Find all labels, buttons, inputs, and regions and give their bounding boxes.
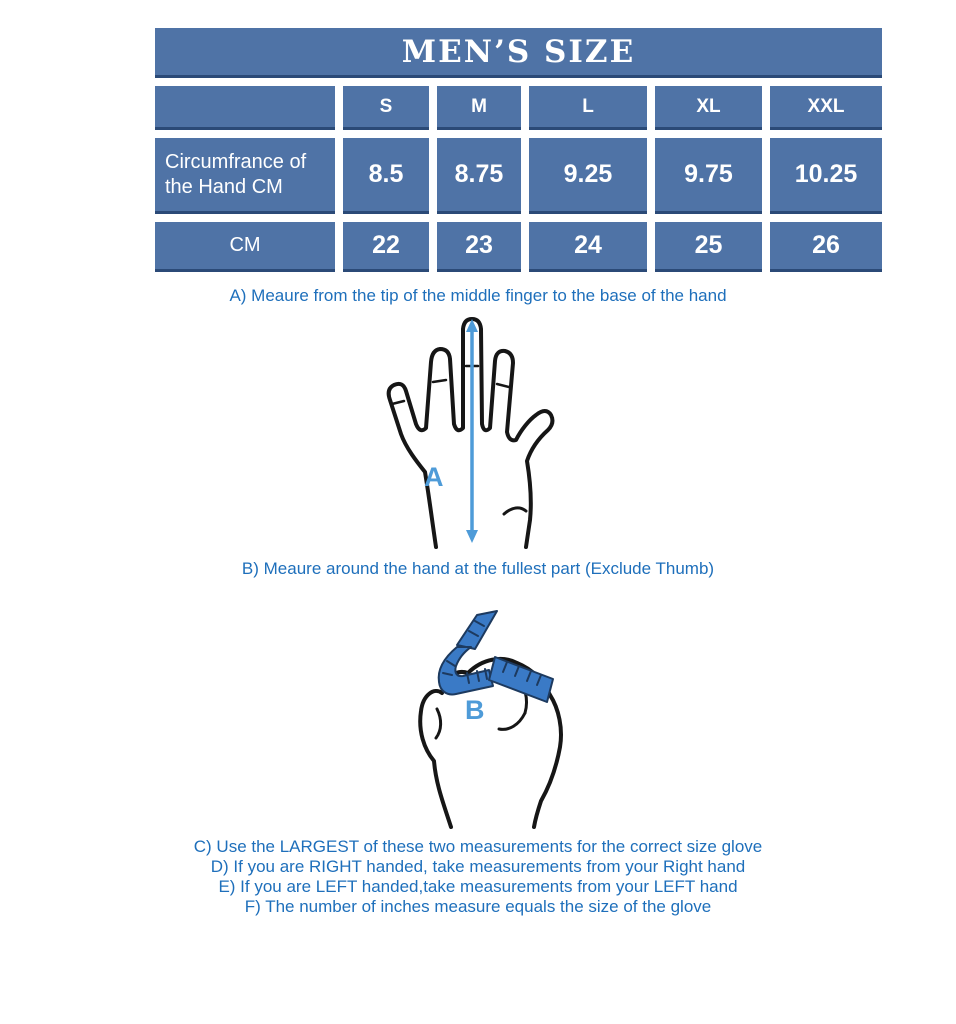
size-header-l: L: [529, 86, 647, 130]
instruction-a: A) Meaure from the tip of the middle finger to the base of the hand: [229, 286, 727, 305]
instruction-e: E) If you are LEFT handed,take measurements from your LEFT hand: [218, 877, 738, 896]
instruction-b: B) Meaure around the hand at the fullest part (Exclude Thumb): [241, 559, 715, 578]
open-hand-diagram: [378, 314, 578, 549]
instruction-d: D) If you are RIGHT handed, take measurements from your Right hand: [210, 857, 746, 876]
fist-tape-diagram: [391, 589, 566, 829]
instruction-f: F) The number of inches measure equals the size of the glove: [244, 897, 712, 916]
table-title: MEN’S SIZE: [155, 28, 882, 78]
cm-value-xl: 25: [655, 222, 762, 272]
row-label-cm: CM: [155, 222, 335, 272]
hand-circumference-figure: [0, 589, 956, 829]
fist-diagram-label: B: [464, 695, 484, 725]
cm-value-xxl: 26: [770, 222, 882, 272]
cm-value-l: 24: [529, 222, 647, 272]
cm-value-m: 23: [437, 222, 521, 272]
circumference-value-xxl: 10.25: [770, 138, 882, 214]
circumference-value-s: 8.5: [343, 138, 429, 214]
tape-upper-piece: [457, 611, 497, 649]
hand-diagram-label: A: [424, 462, 444, 492]
size-header-xxl: XXL: [770, 86, 882, 130]
size-header-xl: XL: [655, 86, 762, 130]
circumference-value-m: 8.75: [437, 138, 521, 214]
bottom-instructions: [0, 837, 956, 917]
size-header-m: M: [437, 86, 521, 130]
circumference-value-xl: 9.75: [655, 138, 762, 214]
instruction-c: C) Use the LARGEST of these two measurements for the correct size glove: [193, 837, 763, 856]
row-label-circumference: Circumfrance of the Hand CM: [155, 138, 335, 214]
mens-size-table: [155, 28, 882, 272]
size-header-empty-cell: [155, 86, 335, 130]
circumference-value-l: 9.25: [529, 138, 647, 214]
hand-length-figure: [0, 314, 956, 549]
cm-value-s: 22: [343, 222, 429, 272]
size-header-s: S: [343, 86, 429, 130]
